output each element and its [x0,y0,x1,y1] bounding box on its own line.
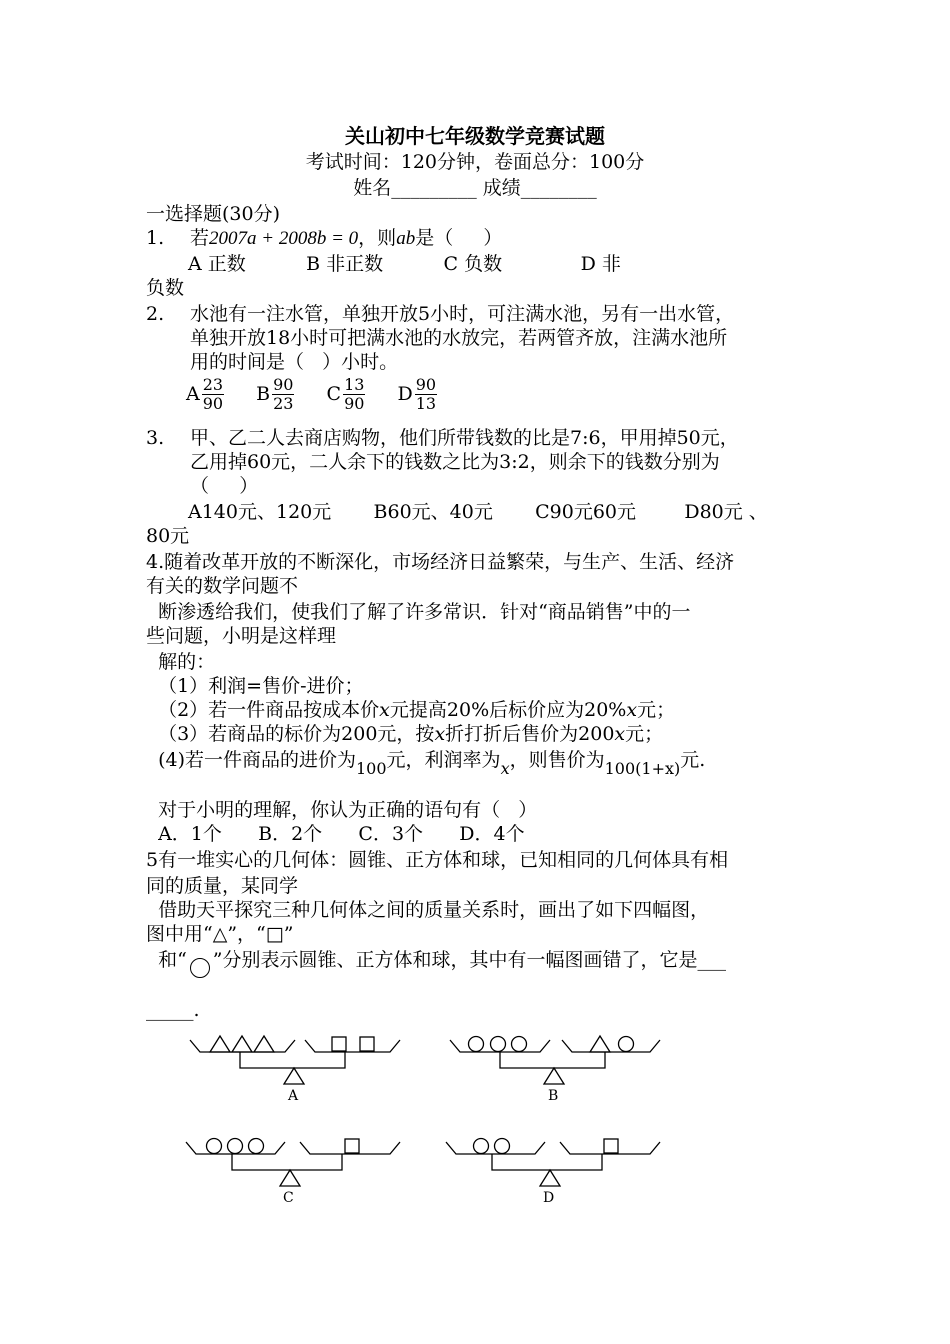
q4-line4: 些问题，小明是这样理 [146,625,337,647]
fulcrum-icon [544,1068,564,1084]
figure-label-d: D [543,1190,555,1206]
q4-line2: 有关的数学问题不 [146,575,299,597]
balance-figure-c [186,1139,400,1207]
sphere-icon [474,1139,489,1154]
q2-line1: 水池有一注水管，单独开放5小时，可注满水池，另有一出水管， [190,303,735,325]
q5-line4: 图中用“△”，“□” [146,923,294,945]
q2-option-a: A $\frac{23}{90}$ [186,375,224,413]
balance-figure-d [446,1139,660,1207]
fulcrum-icon [280,1170,300,1186]
q3-number: 3. [146,427,165,449]
q2-option-c: C $\frac{13}{90}$ [326,375,365,413]
sphere-icon [469,1037,484,1052]
figure-label-a: A [288,1088,299,1104]
q3-options-wrap: 80元 [146,525,190,547]
q1-number: 1. [146,227,165,249]
sphere-icon [491,1037,506,1052]
cube-icon [604,1139,618,1153]
q4-item4: (4)若一件商品的进价为$_{100}$元，利润率为$_x$，则售价为$_{100(1+x)}$元. [146,749,706,778]
q2-option-d: D $\frac{90}{13}$ [397,375,437,413]
q2-line3: 用的时间是（ ）小时。 [190,351,399,373]
exam-subtitle: 考试时间：120分钟，卷面总分：100分 [305,151,645,173]
fulcrum-icon [284,1068,304,1084]
q3-line2: 乙用掉60元，二人余下的钱数之比为3:2，则余下的钱数分别为 [190,451,720,473]
cube-icon [360,1037,374,1051]
q4-question: 对于小明的理解，你认为正确的语句有（ ） [146,799,538,821]
q4-item2: （2）若一件商品按成本价x元提高20%后标价应为20%x元； [146,699,676,721]
sphere-icon [619,1037,634,1052]
sphere-icon [228,1139,243,1154]
q5-line5: 和“ ”分别表示圆锥、正方体和球，其中有一幅图画错了，它是___ [146,948,726,978]
q4-item3: （3）若商品的标价为200元，按x折打折后售价为200x元； [146,723,664,745]
q1-options: A 正数 B 非正数 C 负数 D 非 [188,253,621,275]
balance-figure-a [190,1036,400,1104]
balance-figure-b [450,1036,660,1104]
cube-icon [332,1037,346,1051]
sphere-icon [207,1139,222,1154]
q5-line1: 5有一堆实心的几何体：圆锥、正方体和球，已知相同的几何体具有相 [146,849,729,871]
sphere-icon [249,1139,264,1154]
q5-line6: _____. [146,999,200,1021]
q4-line1: 4.随着改革开放的不断深化，市场经济日益繁荣，与生产、生活、经济 [146,551,735,573]
q4-line5: 解的： [146,651,216,673]
q5-line2: 同的质量，某同学 [146,875,299,897]
cube-icon [345,1139,359,1153]
name-score-line: 姓名_________ 成绩________ [353,177,597,199]
q2-option-b: B $\frac{90}{23}$ [256,375,294,413]
q2-options [186,376,439,413]
q1-stem: 若2007a + 2008b = 0，则ab是（ ） [190,227,503,249]
figure-label-c: C [283,1190,294,1206]
q3-line3: （ ） [190,475,259,497]
q4-options: A．1个 B．2个 C．3个 D．4个 [146,823,525,845]
q5-line3: 借助天平探究三种几何体之间的质量关系时，画出了如下四幅图， [146,899,710,921]
cone-icon [232,1036,252,1052]
q2-number: 2. [146,303,165,325]
q3-line1: 甲、乙二人去商店购物，他们所带钱数的比是7:6，甲用掉50元， [190,427,739,449]
q2-line2: 单独开放18小时可把满水池的水放完，若两管齐放，注满水池所 [190,327,728,349]
cone-icon [590,1036,610,1052]
section-heading: 一选择题(30分) [146,203,281,225]
balance-figures [0,1024,950,1224]
figure-label-b: B [548,1088,559,1104]
q4-item1: （1）利润=售价-进价； [146,675,364,697]
q3-options: A140元、120元 B60元、40元 C90元60元 D80元 、 [188,501,768,523]
cone-icon [254,1036,274,1052]
q1-options-wrap: 负数 [146,277,185,299]
exam-title: 关山初中七年级数学竞赛试题 [345,124,605,148]
circle-symbol-icon [190,958,210,978]
q4-line3: 断渗透给我们，使我们了解了许多常识．针对“商品销售”中的一 [146,601,691,623]
sphere-icon [495,1139,510,1154]
cone-icon [210,1036,230,1052]
fulcrum-icon [540,1170,560,1186]
sphere-icon [512,1037,527,1052]
